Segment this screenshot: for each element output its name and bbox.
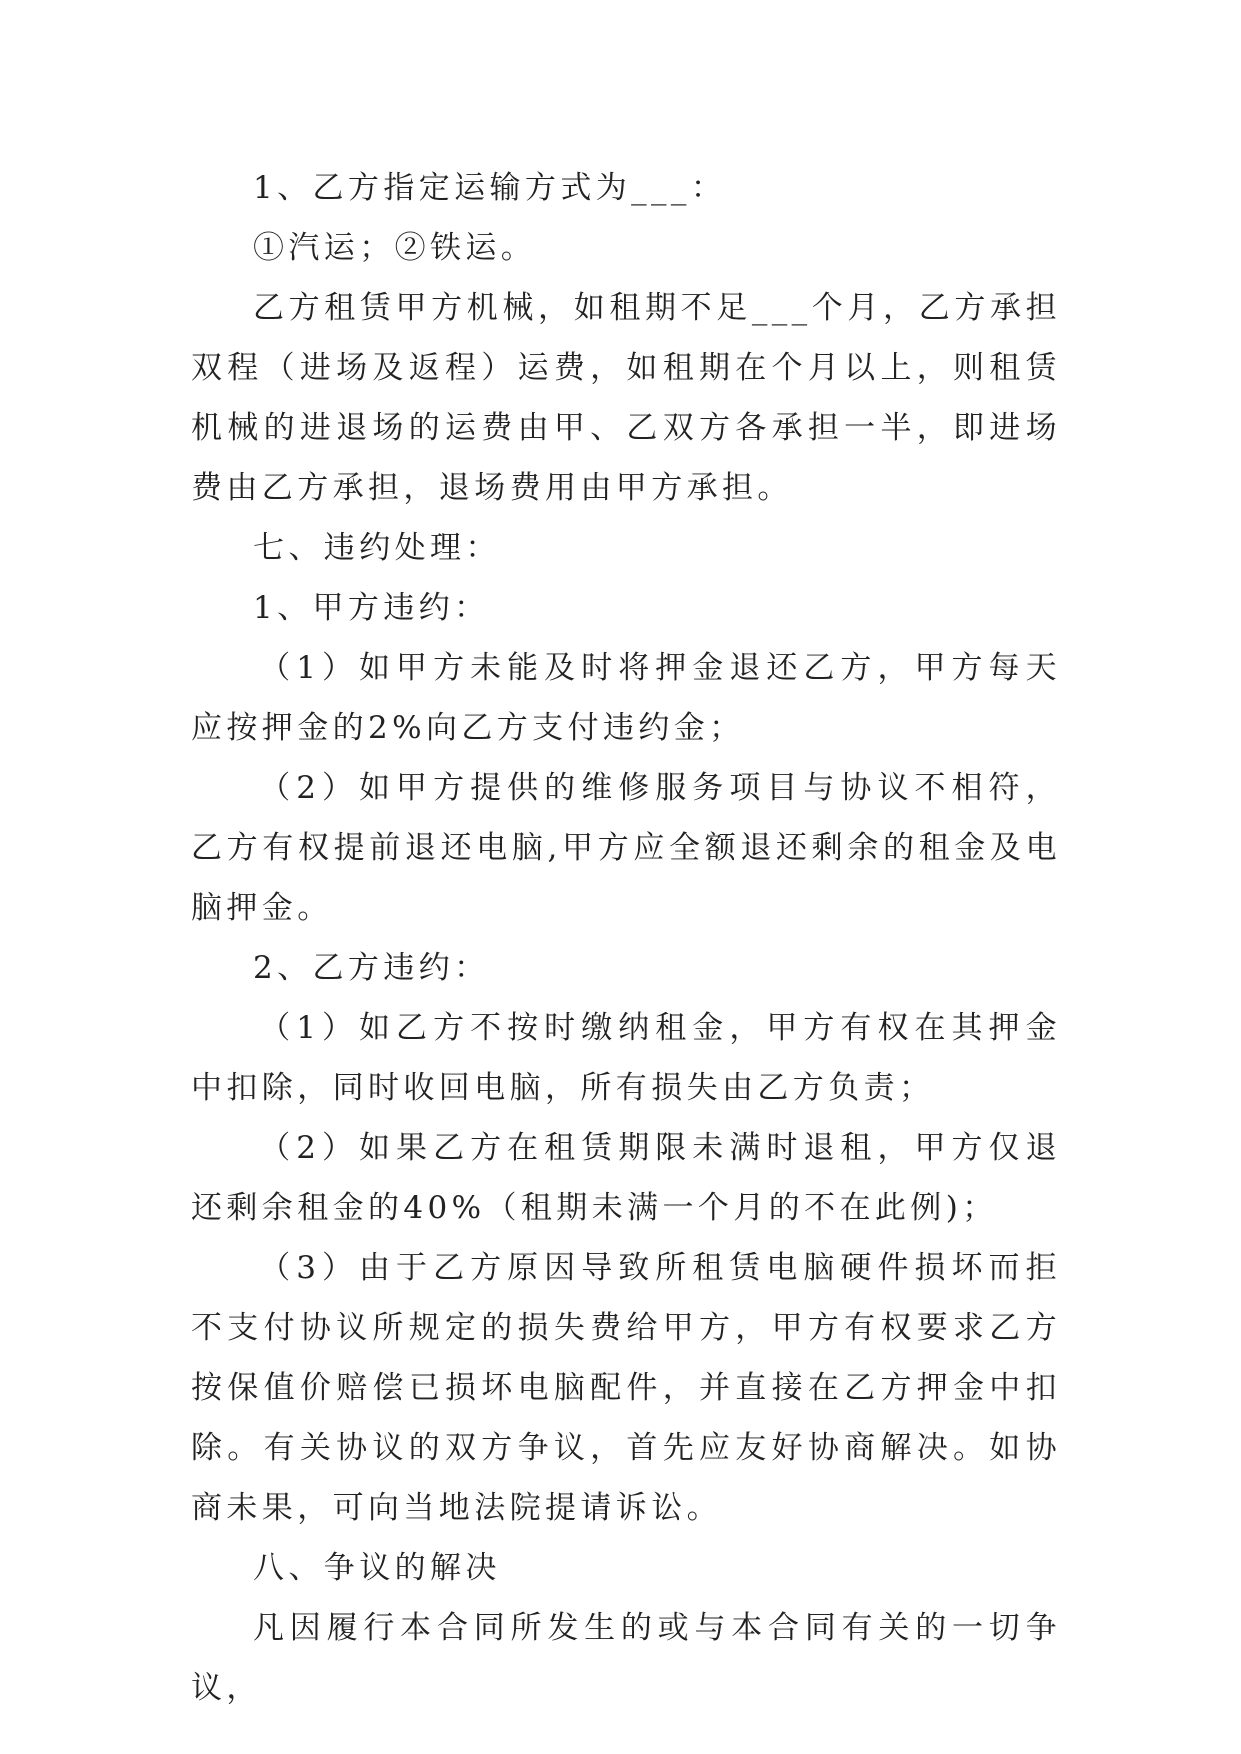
- clause-transport-fee: 乙方租赁甲方机械，如租期不足___个月，乙方承担双程（进场及返程）运费，如租期在个月以上，则租赁机械的进退场的运费由甲、乙双方各承担一半，即进场费由乙方承担，退场费用由甲方承担。: [191, 290, 1061, 506]
- subheading-party-a-breach: 1、甲方违约：: [253, 590, 490, 626]
- clause-party-b-breach-1: （1）如乙方不按时缴纳租金，甲方有权在其押金中扣除，同时收回电脑，所有损失由乙方负责；: [191, 1010, 1061, 1106]
- clause-dispute-resolution: 凡因履行本合同所发生的或与本合同有关的一切争议，: [191, 1610, 1061, 1706]
- clause-transport-method: 1、乙方指定运输方式为___：: [253, 170, 727, 206]
- subheading-party-b-breach: 2、乙方违约：: [253, 950, 490, 986]
- clause-party-b-breach-3: （3）由于乙方原因导致所租赁电脑硬件损坏而拒不支付协议所规定的损失费给甲方，甲方有权要求乙方按保值价赔偿已损坏电脑配件，并直接在乙方押金中扣除。有关协议的双方争议，首先应友好协商解决。如协商未果，可向当地法院提请诉讼。: [191, 1250, 1061, 1526]
- section-heading-breach: 七、违约处理：: [253, 530, 501, 566]
- clause-party-a-breach-1: （1）如甲方未能及时将押金退还乙方，甲方每天应按押金的2%向乙方支付违约金；: [191, 650, 1061, 746]
- clause-party-b-breach-2: （2）如果乙方在租赁期限未满时退租，甲方仅退还剩余租金的40%（租期未满一个月的不在此例)；: [191, 1130, 1061, 1226]
- section-heading-dispute: 八、争议的解决: [253, 1550, 501, 1586]
- clause-party-a-breach-2: （2）如甲方提供的维修服务项目与协议不相符，乙方有权提前退还电脑,甲方应全额退还剩余的租金及电脑押金。: [191, 770, 1061, 926]
- document-body: [191, 158, 1061, 1718]
- clause-transport-options: ①汽运；②铁运。: [253, 230, 537, 266]
